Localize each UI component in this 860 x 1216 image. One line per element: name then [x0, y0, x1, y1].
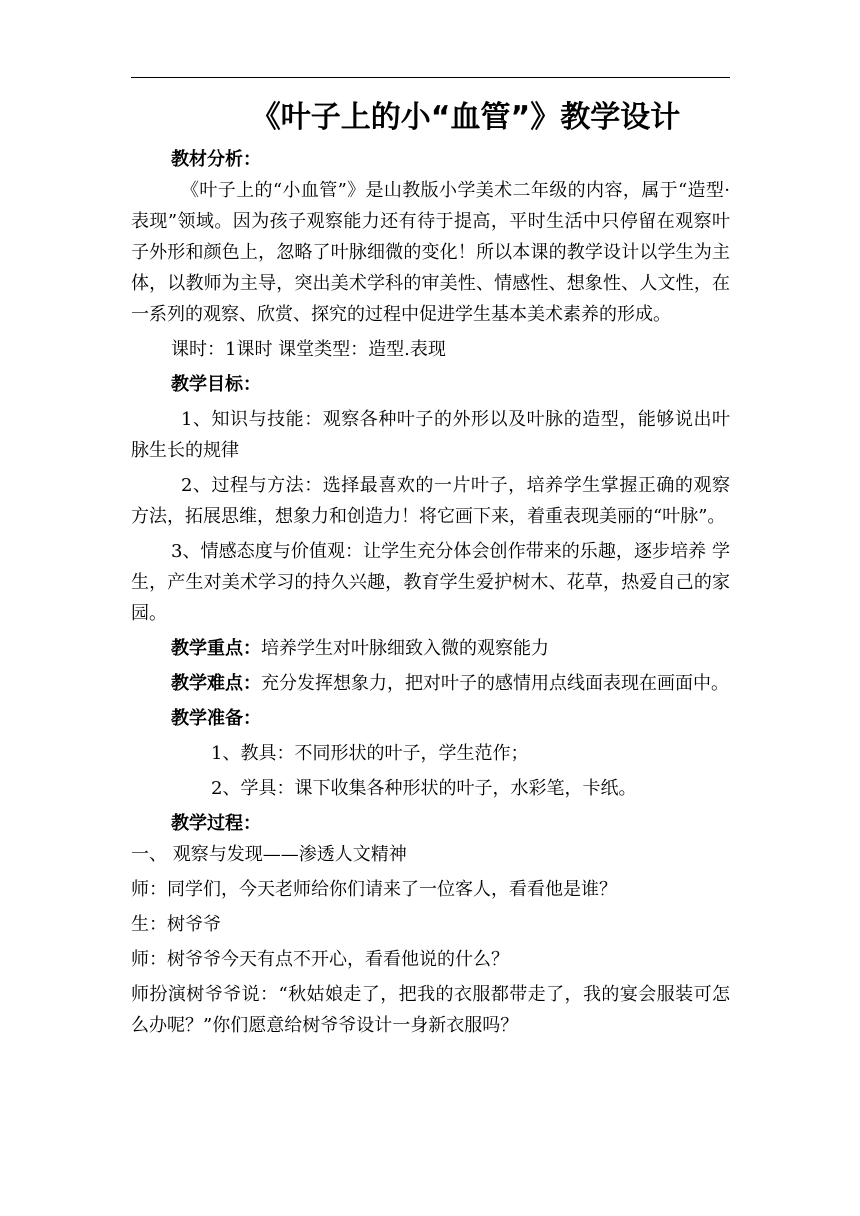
document-body	[131, 144, 730, 1041]
prep-item: 2、学具：课下收集各种形状的叶子，水彩笔，卡纸。	[211, 778, 637, 799]
process-line: 生：树爷爷	[131, 914, 221, 935]
analysis-heading: 教材分析：	[171, 149, 261, 170]
goal-item: 3、情感态度与价值观：让学生充分体会创作带来的乐趣，逐步培养 学生，产生对美术学习的持久兴趣，教育学生爱护树木、花草，热爱自己的家园。	[131, 541, 730, 624]
prep-item: 1、教具：不同形状的叶子，学生范作；	[211, 743, 529, 764]
analysis-paragraph: 《叶子上的“小血管”》是山教版小学美术二年级的内容，属于“造型·表现”领域。因为孩子观察能力还有待于提高，平时生活中只停留在观察叶子外形和颜色上，忽略了叶脉细微的变化！所以本课的教学设计以学生为主体，以教师为主导，突出美术学科的审美性、情感性、想象性、人文性，在一系列的观察、欣赏、探究的过程中促进学生基本美术素养的形成。	[131, 180, 730, 325]
key-point-label: 教学重点：	[171, 638, 261, 659]
document-title: 《叶子上的小“血管”》教学设计	[250, 100, 681, 135]
header-rule	[131, 77, 730, 78]
goal-item: 2、过程与方法：选择最喜欢的一片叶子，培养学生掌握正确的观察 方法，拓展思维，想象力和创造力！将它画下来，着重表现美丽的“叶脉”。	[131, 475, 730, 527]
prep-heading: 教学准备：	[171, 708, 261, 729]
difficulty-text: 充分发挥想象力，把对叶子的感情用点线面表现在画面中。	[261, 673, 729, 694]
goal-item: 1、知识与技能：观察各种叶子的外形以及叶脉的造型，能够说出叶脉生长的规律	[131, 409, 730, 461]
process-heading: 教学过程：	[171, 813, 261, 834]
key-point-text: 培养学生对叶脉细致入微的观察能力	[261, 638, 549, 659]
key-point	[131, 633, 730, 664]
goals-heading: 教学目标：	[171, 374, 261, 395]
process-line: 一、 观察与发现——渗透人文精神	[131, 844, 407, 865]
class-period: 课时：1课时 课堂类型：造型.表现	[171, 339, 446, 360]
difficulty	[131, 668, 730, 699]
process-line: 师扮演树爷爷说：“秋姑娘走了，把我的衣服都带走了，我的宴会服装可怎么办呢？”你们愿意给树爷爷设计一身新衣服吗？	[131, 984, 730, 1036]
difficulty-label: 教学难点：	[171, 673, 261, 694]
process-line: 师：同学们，今天老师给你们请来了一位客人，看看他是谁？	[131, 879, 617, 900]
process-line: 师：树爷爷今天有点不开心，看看他说的什么？	[131, 949, 509, 970]
